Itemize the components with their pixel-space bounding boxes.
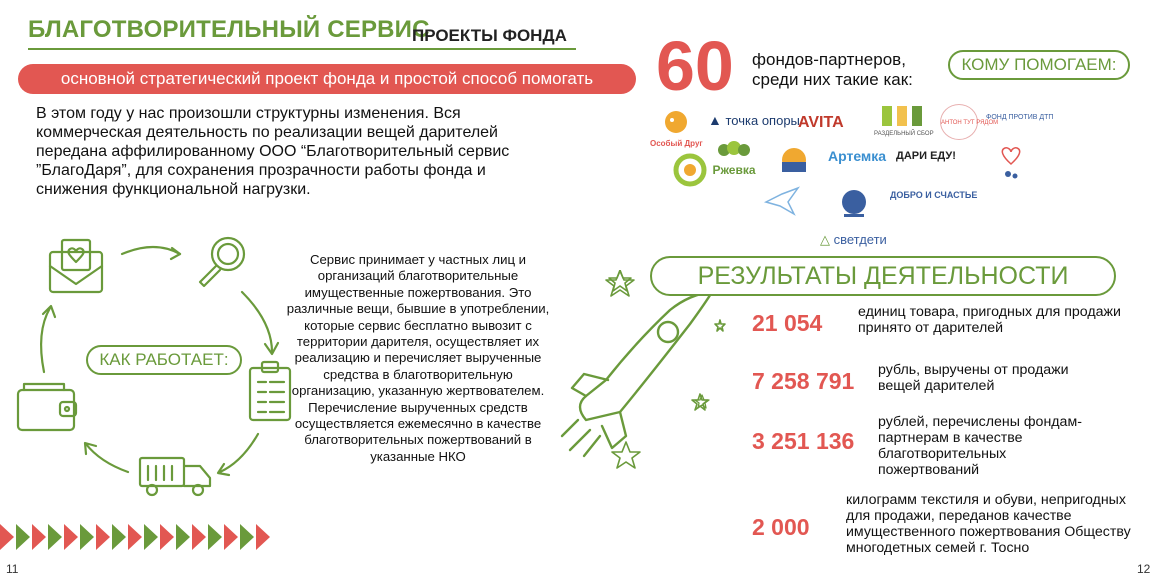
logo-tochka-opory: ▲ точка опоры (708, 112, 800, 128)
bins-icon (878, 100, 926, 128)
rocket-icon (562, 292, 712, 456)
partners-text: фондов-партнеров, среди них такие как: (752, 50, 913, 89)
wallet-icon (18, 384, 76, 430)
footer-arrow-strip (0, 524, 280, 550)
truck-icon (140, 458, 210, 495)
logo-dobro-i-schastye: ДОБРО И СЧАСТЬЕ (890, 190, 978, 200)
stat-description: единиц товара, пригодных для продажи принято от дарителей (858, 304, 1121, 336)
page-title: БЛАГОТВОРИТЕЛЬНЫЙ СЕРВИС (28, 16, 430, 43)
star-icon (604, 268, 636, 300)
sunrise-icon (778, 144, 810, 174)
results-banner: РЕЗУЛЬТАТЫ ДЕЯТЕЛЬНОСТИ (650, 256, 1116, 296)
stat-value: 7 258 791 (752, 368, 855, 394)
logo-blue-bird-org (836, 186, 872, 223)
star-icon (694, 394, 710, 410)
logo-rzhevka: Ржевка (708, 140, 760, 177)
title-underline (28, 48, 576, 50)
heart-family-icon (996, 146, 1026, 186)
service-description: Сервис принимает у частных лиц и организаций благотворительные имущественные пожертвования. Это различные вещи, бывшие в употреблении, которые сервис бесплатно вывозит с территории дарителя, осуществляет их реализацию и перечисляет вырученные средства в благотворительную организацию, указанную жертвователем. Перечисление вырученных средств осуществляется ежемесячно в качестве благотворительных пожертвований в указанные НКО (286, 252, 550, 464)
logo-heart-org (996, 146, 1026, 189)
logo-osobyi-drug: Особый Друг (650, 108, 702, 148)
stat-value: 3 251 136 (752, 428, 855, 454)
rocket-illustration (550, 270, 750, 500)
stat-description: рубль, выручены от продажи вещей дарителей (878, 362, 1069, 394)
page-number-left: 11 (6, 562, 19, 576)
page-subtitle: ПРОЕКТЫ ФОНДА (412, 26, 567, 45)
ring-logo-icon (672, 152, 708, 188)
logo-avita: AVITA (798, 114, 844, 131)
partners-count: 60 (656, 27, 734, 105)
stat-value: 21 054 (752, 310, 823, 336)
stat-description: килограмм текстиля и обуви, непригодных для продажи, переданов качестве имущественного пожертвования Обществу многодетных семей г. Тосно (846, 492, 1131, 556)
blue-bird-icon (836, 186, 872, 220)
triangle-icon: △ (820, 232, 830, 247)
logo-bird-org (762, 184, 802, 221)
logo-svetdeti: △ светдети (820, 232, 887, 247)
logo-artemka: Артемка (828, 148, 887, 164)
page-number-right: 12 (1137, 562, 1151, 576)
logo-razdelnyi-sbor: РАЗДЕЛЬНЫЙ СБОР (874, 100, 930, 137)
strategic-banner: основной стратегический проект фонда и простой способ помогать (18, 64, 636, 94)
magnifier-icon (200, 238, 244, 286)
arrow-strip-icon (0, 524, 270, 550)
logo-sunrise-org (778, 144, 810, 177)
who-we-help-badge: КОМУ ПОМОГАЕМ: (948, 50, 1130, 80)
logo-dari-edu: ДАРИ ЕДУ! (896, 150, 956, 162)
envelope-heart-icon (50, 240, 102, 292)
intro-paragraph: В этом году у нас произошли структурны изменения. Вся коммерческая деятельность по реализации вещей дарителей передана аффилированному ООО “Благотворительный сервис ”БлагоДаря”, для сохранения прозрачности работы фонда и снижения функциональной нагрузки. (36, 105, 510, 198)
stat-value: 2 000 (752, 514, 810, 540)
people-icon: ▲ (708, 112, 722, 128)
logo-anton-tut-ryadom: АНТОН ТУТ РЯДОМ (940, 104, 978, 140)
logo-fond-protiv-dtp: ФОНД ПРОТИВ ДТП (986, 114, 1054, 121)
logo-circle-org (672, 152, 708, 191)
dog-icon (656, 108, 696, 136)
bird-icon (762, 184, 802, 218)
tree-icon (714, 140, 754, 160)
how-it-works-badge: КАК РАБОТАЕТ: (86, 345, 242, 375)
stat-description: рублей, перечислены фондам-партнерам в качестве благотворительных пожертвований (878, 414, 1082, 478)
